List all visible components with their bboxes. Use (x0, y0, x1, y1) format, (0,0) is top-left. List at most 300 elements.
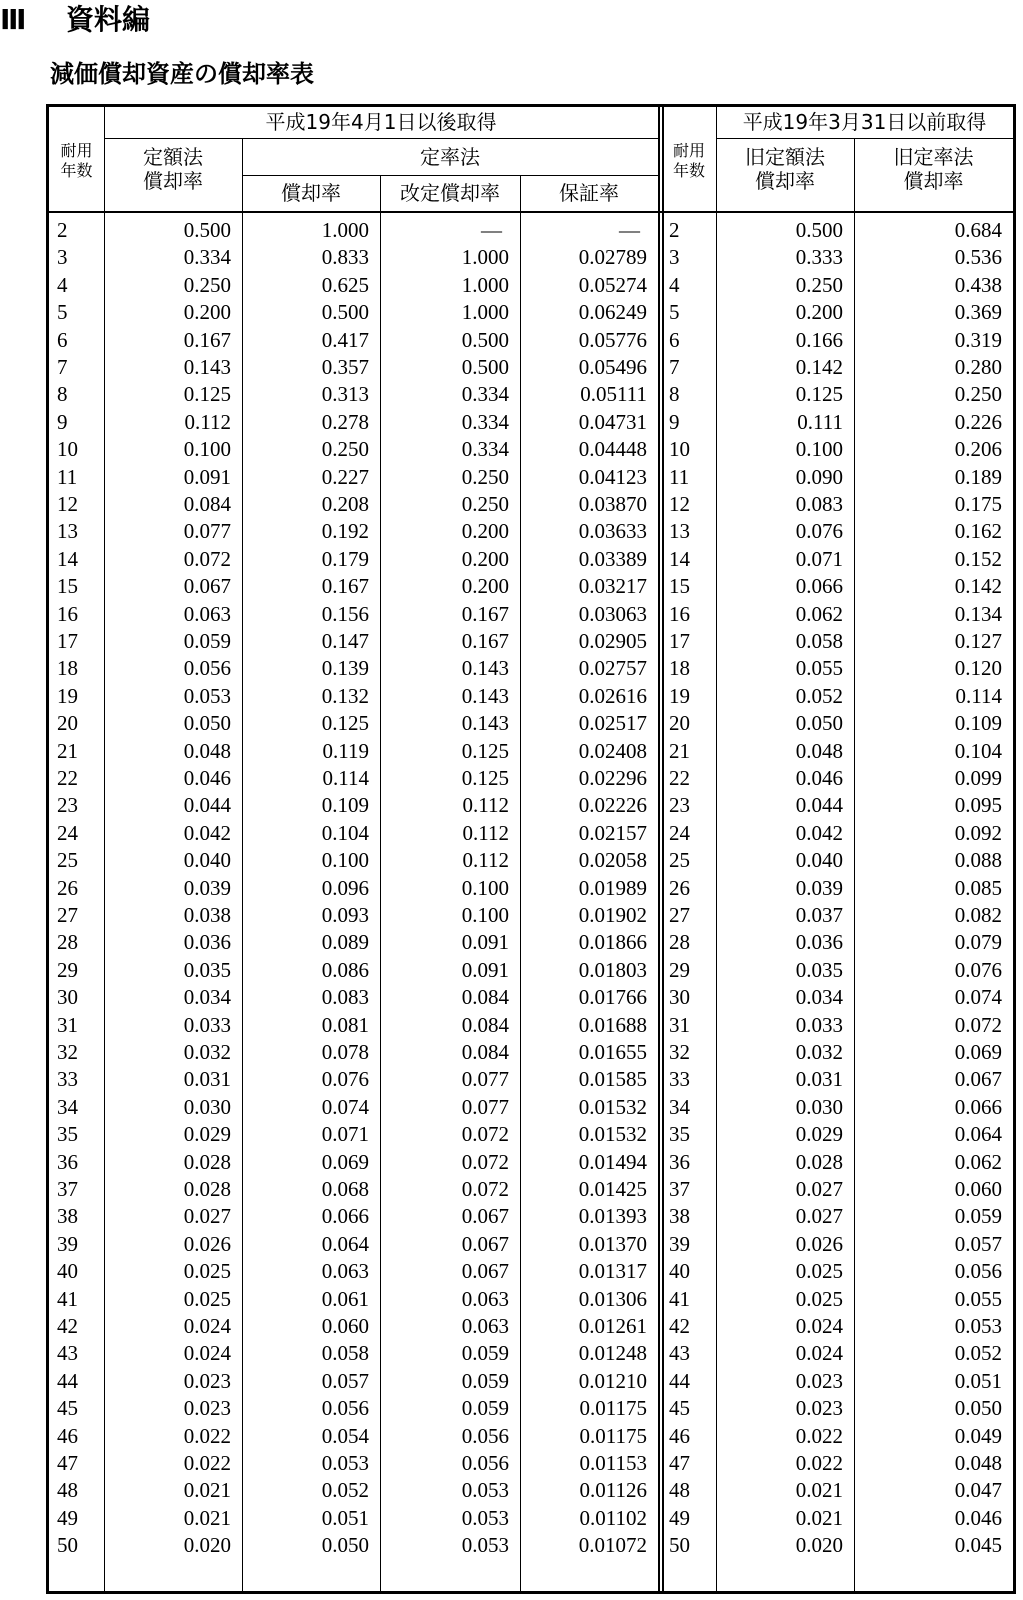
declining-rate-cell: 0.081 (321, 1012, 369, 1037)
years-cell: 49 (57, 1505, 78, 1530)
table-row (49, 1395, 1013, 1422)
old-declining-rate-cell: 0.072 (954, 1012, 1002, 1037)
straight-line-rate-cell: 0.046 (183, 766, 231, 790)
straight-line-rate-cell: 0.050 (183, 711, 231, 736)
old-declining-rate-cell: 0.684 (954, 218, 1002, 242)
guarantee-rate-cell: 0.04731 (578, 409, 647, 434)
revised-rate-cell: 0.067 (461, 1204, 509, 1229)
straight-line-rate-cell: 0.023 (183, 1396, 231, 1421)
revised-rate-cell: 0.250 (461, 492, 509, 516)
straight-line-rate-cell: 0.167 (183, 327, 231, 352)
years-cell-right: 15 (669, 574, 690, 599)
header-revised-rate: 改定償却率 (400, 181, 500, 205)
table-row (49, 1450, 1013, 1477)
old-declining-rate-cell: 0.134 (954, 601, 1002, 626)
revised-rate-cell: 0.067 (461, 1231, 509, 1256)
straight-line-rate-cell: 0.053 (183, 683, 231, 708)
revised-rate-cell: 0.077 (461, 1094, 509, 1119)
years-cell-right: 25 (669, 848, 690, 873)
table-row (49, 1066, 1013, 1093)
straight-line-rate-cell: 0.091 (183, 464, 231, 489)
old-straight-line-rate-cell: 0.033 (795, 1012, 843, 1037)
guarantee-rate-cell: 0.05496 (578, 355, 647, 379)
straight-line-rate-cell: 0.040 (183, 848, 231, 873)
guarantee-rate-cell: 0.01153 (579, 1451, 647, 1475)
table-row (49, 327, 1013, 354)
revised-rate-cell: 0.125 (461, 738, 509, 763)
old-straight-line-rate-cell: 0.083 (795, 492, 843, 516)
straight-line-rate-cell: 0.059 (183, 629, 231, 653)
table-row (49, 1039, 1013, 1066)
rule (716, 138, 1013, 139)
table-row (49, 984, 1013, 1011)
old-declining-rate-cell: 0.120 (954, 656, 1002, 681)
guarantee-rate-cell: 0.02517 (578, 711, 647, 736)
old-straight-line-rate-cell: 0.052 (795, 683, 843, 708)
years-cell-right: 19 (669, 683, 690, 708)
table-row (49, 820, 1013, 847)
declining-rate-cell: 0.104 (321, 820, 369, 845)
old-straight-line-rate-cell: 0.048 (795, 738, 843, 763)
declining-rate-cell: 1.000 (321, 218, 369, 242)
old-straight-line-rate-cell: 0.020 (795, 1533, 843, 1558)
declining-rate-cell: 0.083 (321, 985, 369, 1010)
years-cell: 47 (57, 1451, 78, 1475)
straight-line-rate-cell: 0.025 (183, 1286, 231, 1311)
revised-rate-cell: 0.084 (461, 985, 509, 1010)
years-cell-right: 47 (669, 1451, 690, 1475)
years-cell: 27 (57, 903, 78, 927)
old-declining-rate-cell: 0.085 (954, 875, 1002, 900)
guarantee-rate-cell: 0.02296 (578, 766, 647, 790)
revised-rate-cell: 0.200 (461, 519, 509, 544)
old-straight-line-rate-cell: 0.039 (795, 875, 843, 900)
guarantee-rate-cell: 0.02789 (578, 245, 647, 270)
old-straight-line-rate-cell: 0.058 (795, 629, 843, 653)
revised-rate-cell: 0.059 (461, 1396, 509, 1421)
straight-line-rate-cell: 0.027 (183, 1204, 231, 1229)
declining-rate-cell: 0.060 (321, 1314, 369, 1338)
table-row (49, 464, 1013, 491)
declining-rate-cell: 0.089 (321, 930, 369, 955)
straight-line-rate-cell: 0.039 (183, 875, 231, 900)
years-cell-right: 33 (669, 1067, 690, 1092)
revised-rate-cell: 1.000 (461, 272, 509, 297)
old-straight-line-rate-cell: 0.046 (795, 766, 843, 790)
years-cell-right: 38 (669, 1204, 690, 1229)
declining-rate-cell: 0.132 (321, 683, 369, 708)
guarantee-rate-cell: 0.03389 (578, 546, 647, 571)
old-declining-rate-cell: 0.142 (954, 574, 1002, 599)
rule (104, 138, 658, 139)
table-row (49, 1149, 1013, 1176)
old-straight-line-rate-cell: 0.032 (795, 1040, 843, 1064)
years-cell: 32 (57, 1040, 78, 1064)
old-declining-rate-cell: 0.055 (954, 1286, 1002, 1311)
guarantee-rate-cell: 0.06249 (578, 300, 647, 325)
straight-line-rate-cell: 0.334 (183, 245, 231, 270)
old-straight-line-rate-cell: 0.021 (795, 1478, 843, 1503)
old-declining-rate-cell: 0.047 (954, 1478, 1002, 1503)
declining-rate-cell: 0.050 (321, 1533, 369, 1558)
declining-rate-cell: 0.179 (321, 546, 369, 571)
straight-line-rate-cell: 0.100 (183, 437, 231, 462)
table-row (49, 436, 1013, 463)
revised-rate-cell: 0.084 (461, 1012, 509, 1037)
old-straight-line-rate-cell: 0.022 (795, 1451, 843, 1475)
years-cell-right: 29 (669, 957, 690, 982)
revised-rate-cell: 0.059 (461, 1341, 509, 1366)
revised-rate-cell: 0.053 (461, 1478, 509, 1503)
years-cell: 28 (57, 930, 78, 955)
revised-rate-cell: 0.112 (462, 820, 509, 845)
guarantee-rate-cell: 0.01532 (578, 1094, 647, 1119)
old-straight-line-rate-cell: 0.500 (795, 218, 843, 242)
guarantee-rate-cell: 0.03870 (578, 492, 647, 516)
years-cell: 31 (57, 1012, 78, 1037)
years-cell: 11 (57, 464, 78, 489)
guarantee-rate-cell: 0.01393 (578, 1204, 647, 1229)
old-declining-rate-cell: 0.438 (954, 272, 1002, 297)
header-declining-rate: 償却率 (281, 181, 341, 205)
years-cell-right: 24 (669, 820, 690, 845)
table-row (49, 1121, 1013, 1148)
declining-rate-cell: 0.064 (321, 1231, 369, 1256)
revised-rate-cell: 0.072 (461, 1149, 509, 1174)
table-row (49, 1368, 1013, 1395)
years-cell: 12 (57, 492, 78, 516)
guarantee-rate-cell: 0.01803 (578, 957, 647, 982)
guarantee-rate-cell: 0.01494 (578, 1149, 647, 1174)
years-cell: 34 (57, 1094, 78, 1119)
declining-rate-cell: 0.069 (321, 1149, 369, 1174)
years-cell-right: 21 (669, 738, 690, 763)
straight-line-rate-cell: 0.036 (183, 930, 231, 955)
table-row (49, 957, 1013, 984)
years-cell-right: 32 (669, 1040, 690, 1064)
years-cell: 3 (57, 245, 68, 270)
table-row (49, 738, 1013, 765)
declining-rate-cell: 0.076 (321, 1067, 369, 1092)
guarantee-rate-cell: 0.05776 (578, 327, 647, 352)
old-declining-rate-cell: 0.088 (954, 848, 1002, 873)
straight-line-rate-cell: 0.030 (183, 1094, 231, 1119)
years-cell-right: 36 (669, 1149, 690, 1174)
old-declining-rate-cell: 0.074 (954, 985, 1002, 1010)
declining-rate-cell: 0.147 (321, 629, 369, 653)
old-declining-rate-cell: 0.095 (954, 793, 1002, 818)
years-cell: 26 (57, 875, 78, 900)
table-row (49, 518, 1013, 545)
table-row (49, 1505, 1013, 1532)
revised-rate-cell: 0.100 (461, 903, 509, 927)
old-straight-line-rate-cell: 0.036 (795, 930, 843, 955)
old-straight-line-rate-cell: 0.090 (795, 464, 843, 489)
guarantee-rate-cell: 0.01306 (578, 1286, 647, 1311)
straight-line-rate-cell: 0.031 (183, 1067, 231, 1092)
old-declining-rate-cell: 0.099 (954, 766, 1002, 790)
years-cell: 33 (57, 1067, 78, 1092)
table-row (49, 1094, 1013, 1121)
straight-line-rate-cell: 0.024 (183, 1314, 231, 1338)
declining-rate-cell: 0.114 (322, 766, 369, 790)
table-row (49, 929, 1013, 956)
revised-rate-cell: 0.059 (461, 1368, 509, 1393)
old-declining-rate-cell: 0.082 (954, 903, 1002, 927)
years-cell-right: 48 (669, 1478, 690, 1503)
table-row (49, 272, 1013, 299)
years-cell-right: 46 (669, 1423, 690, 1448)
table-row (49, 573, 1013, 600)
guarantee-rate-cell: 0.01370 (578, 1231, 647, 1256)
old-declining-rate-cell: 0.114 (955, 683, 1002, 708)
declining-rate-cell: 0.417 (321, 327, 369, 352)
table-row (49, 354, 1013, 381)
straight-line-rate-cell: 0.021 (183, 1505, 231, 1530)
revised-rate-cell: 0.500 (461, 327, 509, 352)
guarantee-rate-cell: 0.02058 (578, 848, 647, 873)
table-row (49, 1258, 1013, 1285)
table-row (49, 1340, 1013, 1367)
old-straight-line-rate-cell: 0.040 (795, 848, 843, 873)
table-row (49, 381, 1013, 408)
old-straight-line-rate-cell: 0.142 (795, 355, 843, 379)
guarantee-rate-cell: 0.01902 (578, 903, 647, 927)
revised-rate-cell: 0.063 (461, 1286, 509, 1311)
years-cell-right: 50 (669, 1533, 690, 1558)
revised-rate-cell: 0.167 (461, 601, 509, 626)
guarantee-rate-cell: 0.03063 (578, 601, 647, 626)
guarantee-rate-cell: 0.02157 (578, 820, 647, 845)
old-straight-line-rate-cell: 0.100 (795, 437, 843, 462)
straight-line-rate-cell: 0.125 (183, 382, 231, 407)
old-declining-rate-cell: 0.062 (954, 1149, 1002, 1174)
straight-line-rate-cell: 0.035 (183, 957, 231, 982)
table-row (49, 1203, 1013, 1230)
table-row (49, 299, 1013, 326)
years-cell: 30 (57, 985, 78, 1010)
old-straight-line-rate-cell: 0.027 (795, 1177, 843, 1201)
years-cell-right: 2 (669, 218, 680, 242)
declining-rate-cell: 0.500 (321, 300, 369, 325)
revised-rate-cell: 0.077 (461, 1067, 509, 1092)
declining-rate-cell: 0.061 (321, 1286, 369, 1311)
old-declining-rate-cell: 0.049 (954, 1423, 1002, 1448)
declining-rate-cell: 0.119 (322, 738, 369, 763)
guarantee-rate-cell: 0.03217 (578, 574, 647, 599)
years-cell: 45 (57, 1396, 78, 1421)
years-cell-right: 39 (669, 1231, 690, 1256)
years-cell: 29 (57, 957, 78, 982)
table-row (49, 1313, 1013, 1340)
revised-rate-cell: 0.125 (461, 766, 509, 790)
old-declining-rate-cell: 0.280 (954, 355, 1002, 379)
revised-rate-cell: 0.053 (461, 1533, 509, 1558)
guarantee-rate-cell: 0.01655 (578, 1040, 647, 1064)
table-row (49, 1012, 1013, 1039)
table-title: 減価償却資産の償却率表 (50, 60, 314, 88)
straight-line-rate-cell: 0.033 (183, 1012, 231, 1037)
straight-line-rate-cell: 0.028 (183, 1177, 231, 1201)
years-cell-right: 45 (669, 1396, 690, 1421)
old-straight-line-rate-cell: 0.027 (795, 1204, 843, 1229)
declining-rate-cell: 0.109 (321, 793, 369, 818)
years-cell-right: 16 (669, 601, 690, 626)
declining-rate-cell: 0.357 (321, 355, 369, 379)
years-cell-right: 40 (669, 1259, 690, 1284)
old-straight-line-rate-cell: 0.021 (795, 1505, 843, 1530)
years-cell-right: 31 (669, 1012, 690, 1037)
section-numeral: Ⅲ (0, 3, 27, 36)
revised-rate-cell: 0.072 (461, 1177, 509, 1201)
old-declining-rate-cell: 0.226 (954, 409, 1002, 434)
declining-rate-cell: 0.051 (321, 1505, 369, 1530)
straight-line-rate-cell: 0.072 (183, 546, 231, 571)
declining-rate-cell: 0.086 (321, 957, 369, 982)
revised-rate-cell: 1.000 (461, 245, 509, 270)
declining-rate-cell: 0.100 (321, 848, 369, 873)
declining-rate-cell: 0.071 (321, 1122, 369, 1147)
old-straight-line-rate-cell: 0.030 (795, 1094, 843, 1119)
old-declining-rate-cell: 0.369 (954, 300, 1002, 325)
years-cell: 44 (57, 1368, 78, 1393)
old-straight-line-rate-cell: 0.024 (795, 1314, 843, 1338)
years-cell: 8 (57, 382, 68, 407)
straight-line-rate-cell: 0.022 (183, 1423, 231, 1448)
years-cell-right: 44 (669, 1368, 690, 1393)
revised-rate-cell: 0.167 (461, 629, 509, 653)
guarantee-rate-cell: 0.01175 (579, 1396, 647, 1421)
declining-rate-cell: 0.058 (321, 1341, 369, 1366)
years-cell: 2 (57, 218, 68, 242)
years-cell-right: 6 (669, 327, 680, 352)
section-title: 資料編 (66, 3, 151, 36)
old-straight-line-rate-cell: 0.111 (797, 409, 843, 434)
guarantee-rate-cell: 0.02226 (578, 793, 647, 818)
guarantee-rate-cell: 0.04123 (578, 464, 647, 489)
years-cell-right: 9 (669, 409, 680, 434)
guarantee-rate-cell: 0.01532 (578, 1122, 647, 1147)
header-years-right: 耐用 年数 (672, 141, 705, 180)
straight-line-rate-cell: 0.067 (183, 574, 231, 599)
table-row (49, 1423, 1013, 1450)
years-cell: 24 (57, 820, 78, 845)
years-cell-right: 3 (669, 245, 680, 270)
guarantee-rate-cell: 0.01585 (578, 1067, 647, 1092)
years-cell-right: 35 (669, 1122, 690, 1147)
years-cell-right: 28 (669, 930, 690, 955)
straight-line-rate-cell: 0.034 (183, 985, 231, 1010)
table-row (49, 683, 1013, 710)
revised-rate-cell: 0.143 (461, 683, 509, 708)
old-declining-rate-cell: 0.069 (954, 1040, 1002, 1064)
straight-line-rate-cell: 0.044 (183, 793, 231, 818)
guarantee-rate-cell: 0.02905 (578, 629, 647, 653)
guarantee-rate-cell: 0.01866 (578, 930, 647, 955)
table-row (49, 902, 1013, 929)
guarantee-rate-cell: 0.01261 (578, 1314, 647, 1338)
old-straight-line-rate-cell: 0.022 (795, 1423, 843, 1448)
guarantee-rate-cell: 0.03633 (578, 519, 647, 544)
declining-rate-cell: 0.052 (321, 1478, 369, 1503)
guarantee-rate-cell: 0.01126 (579, 1478, 647, 1503)
straight-line-rate-cell: 0.023 (183, 1368, 231, 1393)
straight-line-rate-cell: 0.056 (183, 656, 231, 681)
table-row (49, 217, 1013, 244)
years-cell-right: 41 (669, 1286, 690, 1311)
years-cell: 41 (57, 1286, 78, 1311)
declining-rate-cell: 0.093 (321, 903, 369, 927)
straight-line-rate-cell: 0.024 (183, 1341, 231, 1366)
declining-rate-cell: 0.125 (321, 711, 369, 736)
revised-rate-cell: 0.143 (461, 711, 509, 736)
years-cell-right: 42 (669, 1314, 690, 1338)
years-cell: 21 (57, 738, 78, 763)
declining-rate-cell: 0.208 (321, 492, 369, 516)
old-straight-line-rate-cell: 0.023 (795, 1396, 843, 1421)
section-heading (0, 0, 150, 40)
old-straight-line-rate-cell: 0.024 (795, 1341, 843, 1366)
years-cell: 17 (57, 629, 78, 653)
years-cell: 35 (57, 1122, 78, 1147)
declining-rate-cell: 0.078 (321, 1040, 369, 1064)
years-cell-right: 11 (669, 464, 690, 489)
straight-line-rate-cell: 0.077 (183, 519, 231, 544)
years-cell-right: 4 (669, 272, 680, 297)
years-cell: 25 (57, 848, 78, 873)
years-cell-right: 10 (669, 437, 690, 462)
years-cell-right: 5 (669, 300, 680, 325)
old-declining-rate-cell: 0.536 (954, 245, 1002, 270)
table-row (49, 1477, 1013, 1504)
old-straight-line-rate-cell: 0.062 (795, 601, 843, 626)
old-declining-rate-cell: 0.079 (954, 930, 1002, 955)
years-cell: 38 (57, 1204, 78, 1229)
old-declining-rate-cell: 0.206 (954, 437, 1002, 462)
old-straight-line-rate-cell: 0.200 (795, 300, 843, 325)
header-old-declining: 旧定率法 償却率 (893, 145, 974, 193)
years-cell: 48 (57, 1478, 78, 1503)
old-straight-line-rate-cell: 0.037 (795, 903, 843, 927)
header-before-group: 平成19年3月31日以前取得 (742, 110, 987, 134)
table-row (49, 765, 1013, 792)
years-cell: 50 (57, 1533, 78, 1558)
old-straight-line-rate-cell: 0.044 (795, 793, 843, 818)
years-cell: 46 (57, 1423, 78, 1448)
declining-rate-cell: 0.056 (321, 1396, 369, 1421)
revised-rate-cell: 0.143 (461, 656, 509, 681)
revised-rate-cell: 0.334 (461, 409, 509, 434)
old-straight-line-rate-cell: 0.029 (795, 1122, 843, 1147)
straight-line-rate-cell: 0.200 (183, 300, 231, 325)
old-straight-line-rate-cell: 0.250 (795, 272, 843, 297)
revised-rate-cell: 0.500 (461, 355, 509, 379)
old-straight-line-rate-cell: 0.071 (795, 546, 843, 571)
old-declining-rate-cell: 0.056 (954, 1259, 1002, 1284)
years-cell-right: 34 (669, 1094, 690, 1119)
guarantee-rate-cell: 0.05111 (580, 382, 647, 407)
table-row (49, 655, 1013, 682)
old-declining-rate-cell: 0.162 (954, 519, 1002, 544)
header-bottom-rule (49, 211, 1013, 213)
years-cell-right: 27 (669, 903, 690, 927)
revised-rate-cell: 0.200 (461, 546, 509, 571)
rule (242, 175, 658, 176)
years-cell-right: 17 (669, 629, 690, 653)
old-straight-line-rate-cell: 0.050 (795, 711, 843, 736)
old-declining-rate-cell: 0.189 (954, 464, 1002, 489)
revised-rate-cell: 0.334 (461, 437, 509, 462)
